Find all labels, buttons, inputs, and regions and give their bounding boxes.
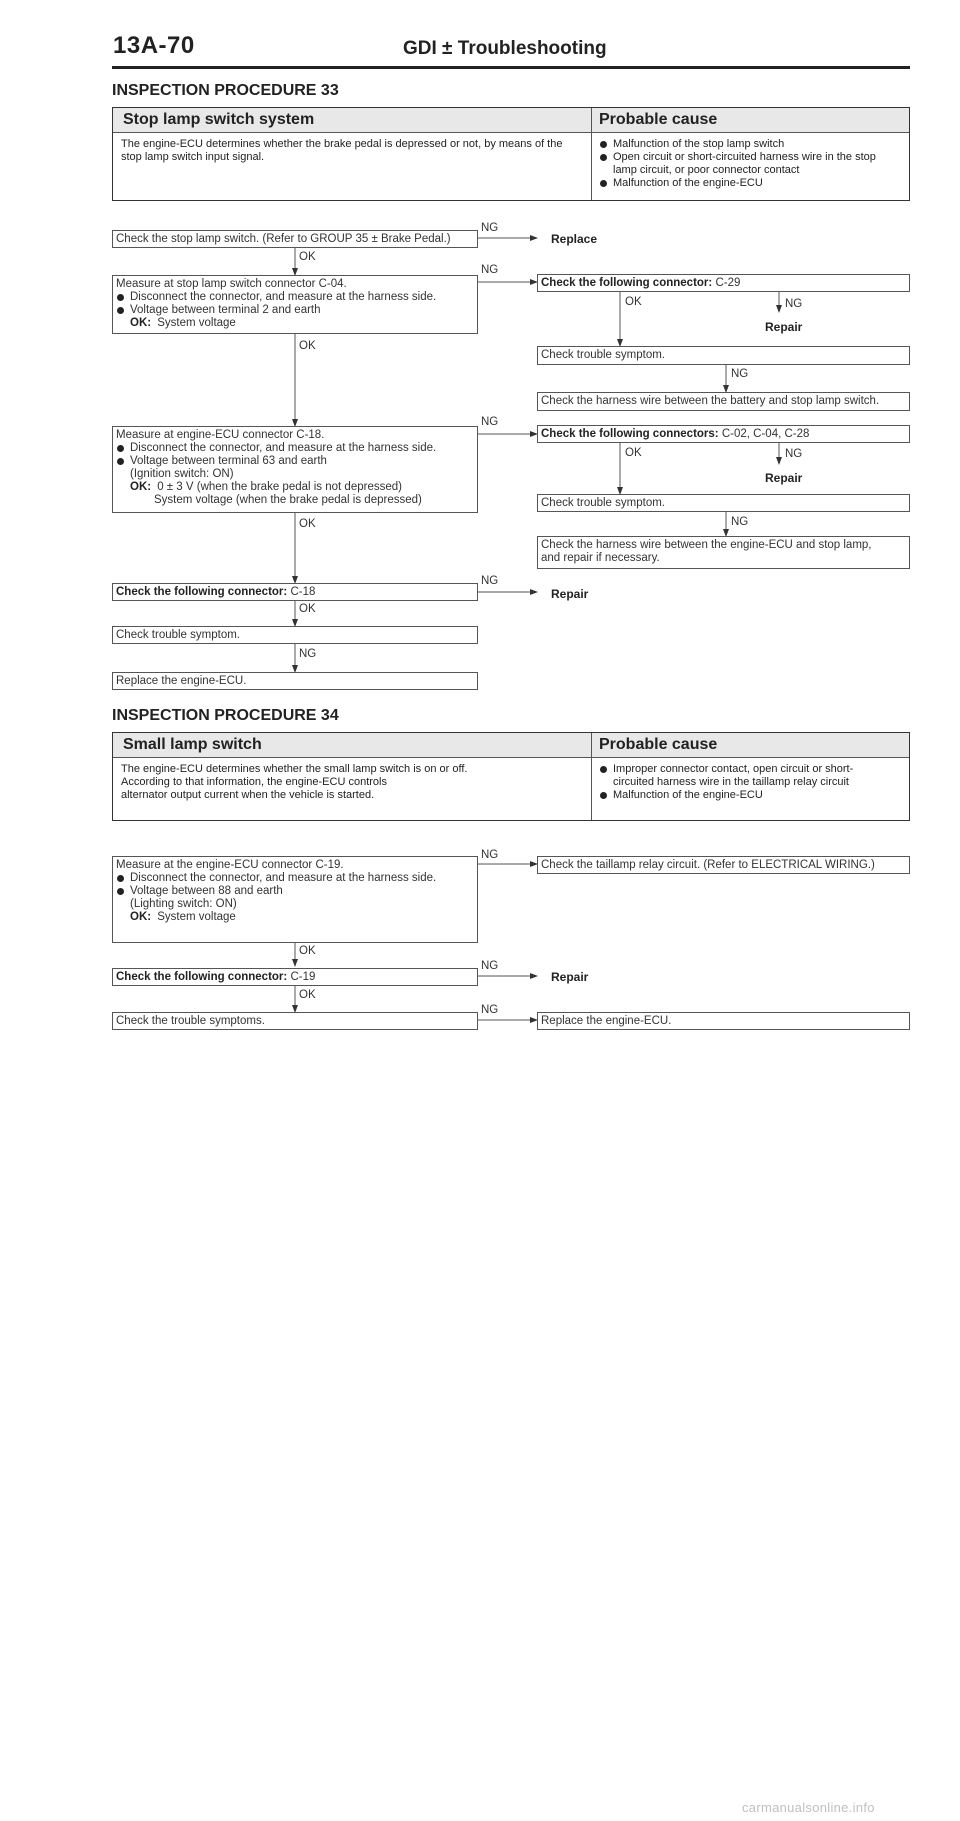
check-connector-c29 <box>537 274 910 292</box>
ok-criteria-value: 0 ± 3 V (when the brake pedal is not depressed) <box>157 481 402 493</box>
replace-engine-ecu: Replace the engine-ECU. <box>537 1012 910 1030</box>
check-bold: Check the following connectors: <box>541 428 719 440</box>
procedure-34-title: INSPECTION PROCEDURE 34 <box>112 707 339 724</box>
description-line: According to that information, the engine-ECU controls <box>121 776 387 788</box>
step-replace-engine-ecu: Replace the engine-ECU. <box>112 672 478 690</box>
connector-ids: C-29 <box>715 277 741 289</box>
step-title: Measure at the engine-ECU connector C-19. <box>116 859 344 871</box>
step-check-stop-lamp-switch: Check the stop lamp switch. (Refer to GROUP 35 ± Brake Pedal.) <box>112 230 478 248</box>
ok-criteria <box>116 481 474 494</box>
table-head-left: Stop lamp switch system <box>123 111 315 128</box>
description-line: The engine-ECU determines whether the small lamp switch is on or off. <box>121 763 468 775</box>
bullet: Disconnect the connector, and measure at the harness side. <box>116 291 474 304</box>
procedure-33-title: INSPECTION PROCEDURE 33 <box>112 82 339 99</box>
result-repair: Repair <box>551 970 589 984</box>
result-repair: Repair <box>765 471 803 485</box>
table-head-left: Small lamp switch <box>123 736 262 753</box>
step-measure-c19 <box>112 856 478 943</box>
table-head-right: Probable cause <box>599 736 718 753</box>
cause-item: Malfunction of the engine-ECU <box>599 177 901 190</box>
result-repair: Repair <box>765 320 803 334</box>
ng-label: NG <box>481 222 499 234</box>
check-harness-ecu-stop-lamp <box>537 536 910 569</box>
table-description <box>121 763 586 802</box>
condition: (Ignition switch: ON) <box>130 468 234 480</box>
ok-criteria-value: System voltage <box>157 317 236 329</box>
table-divider <box>591 733 592 820</box>
ng-label: NG <box>481 416 499 428</box>
ng-label: NG <box>785 298 803 310</box>
result-replace: Replace <box>551 232 598 246</box>
ok-label: OK <box>299 603 316 615</box>
ok-label: OK <box>299 989 316 1001</box>
ng-label: NG <box>481 1004 499 1016</box>
check-connectors-c02-c04-c28 <box>537 425 910 443</box>
ng-label: NG <box>785 448 803 460</box>
table-causes <box>599 763 864 802</box>
ng-label: NG <box>481 960 499 972</box>
ok-criteria-label: OK: <box>130 481 152 493</box>
table-header <box>113 733 909 758</box>
cause-item: Improper connector contact, open circuit or short-circuited harness wire in the taillamp relay circuit <box>599 763 864 789</box>
connector-ids: C-19 <box>290 971 316 983</box>
step-measure-c04 <box>112 275 478 334</box>
ok-criteria-label: OK: <box>130 317 152 329</box>
check-taillamp-relay: Check the taillamp relay circuit. (Refer to ELECTRICAL WIRING.) <box>537 856 910 874</box>
ok-criteria <box>116 317 474 330</box>
step-check-connector-c19 <box>112 968 478 986</box>
ok-label: OK <box>299 340 316 352</box>
ng-label: NG <box>731 516 749 528</box>
page-number: 13A-70 <box>113 32 195 59</box>
step-measure-c18 <box>112 426 478 513</box>
check-bold: Check the following connector: <box>116 971 288 983</box>
cause-item: Malfunction of the stop lamp switch <box>599 138 901 151</box>
ok-label: OK <box>299 251 316 263</box>
step-title: Measure at stop lamp switch connector C-04. <box>116 278 347 290</box>
ok-criteria <box>116 911 474 924</box>
connector-ids: C-18 <box>290 586 316 598</box>
bullet: Voltage between terminal 2 and earth <box>116 304 474 317</box>
cause-item: Open circuit or short-circuited harness wire in the stop lamp circuit, or poor connector contact <box>599 151 901 177</box>
ok-label: OK <box>299 945 316 957</box>
step-title: Measure at engine-ECU connector C-18. <box>116 429 325 441</box>
check-bold: Check the following connector: <box>116 586 288 598</box>
ng-label: NG <box>481 575 499 587</box>
step-check-trouble-symptoms: Check the trouble symptoms. <box>112 1012 478 1030</box>
cause-item: Malfunction of the engine-ECU <box>599 789 864 802</box>
harness-line-1: Check the harness wire between the engine-ECU and stop lamp, <box>541 539 872 551</box>
check-harness-battery: Check the harness wire between the battery and stop lamp switch. <box>537 392 910 411</box>
bullet: Voltage between terminal 63 and earth <box>116 455 474 468</box>
step-check-connector-c18 <box>112 583 478 601</box>
step-check-trouble-symptom: Check trouble symptom. <box>112 626 478 644</box>
section-title: GDI ± Troubleshooting <box>403 38 607 59</box>
table-head-right: Probable cause <box>599 111 718 128</box>
check-trouble-symptom: Check trouble symptom. <box>537 494 910 512</box>
bullet: Voltage between 88 and earth <box>116 885 474 898</box>
ng-label: NG <box>481 264 499 276</box>
table-description: The engine-ECU determines whether the brake pedal is depressed or not, by means of the stop lamp switch input signal. <box>121 138 563 163</box>
ng-label: NG <box>731 368 749 380</box>
ok-label: OK <box>625 296 642 308</box>
check-trouble-symptom: Check trouble symptom. <box>537 346 910 365</box>
harness-line-2: and repair if necessary. <box>541 552 660 564</box>
ng-label: NG <box>299 648 317 660</box>
condition: (Lighting switch: ON) <box>130 898 237 910</box>
procedure-34-table <box>112 732 910 821</box>
ok-criteria-value: System voltage <box>157 911 236 923</box>
connector-ids: C-02, C-04, C-28 <box>721 428 810 440</box>
result-repair: Repair <box>551 587 589 601</box>
description-line: alternator output current when the vehicle is started. <box>121 789 375 801</box>
ok-label: OK <box>299 518 316 530</box>
bullet: Disconnect the connector, and measure at the harness side. <box>116 442 474 455</box>
ok-label: OK <box>625 447 642 459</box>
ok-criteria-value-2: System voltage (when the brake pedal is depressed) <box>154 494 422 506</box>
check-bold: Check the following connector: <box>541 277 713 289</box>
watermark: carmanualsonline.info <box>742 1800 875 1815</box>
ok-criteria-label: OK: <box>130 911 152 923</box>
bullet: Disconnect the connector, and measure at the harness side. <box>116 872 460 885</box>
ng-label: NG <box>481 849 499 861</box>
